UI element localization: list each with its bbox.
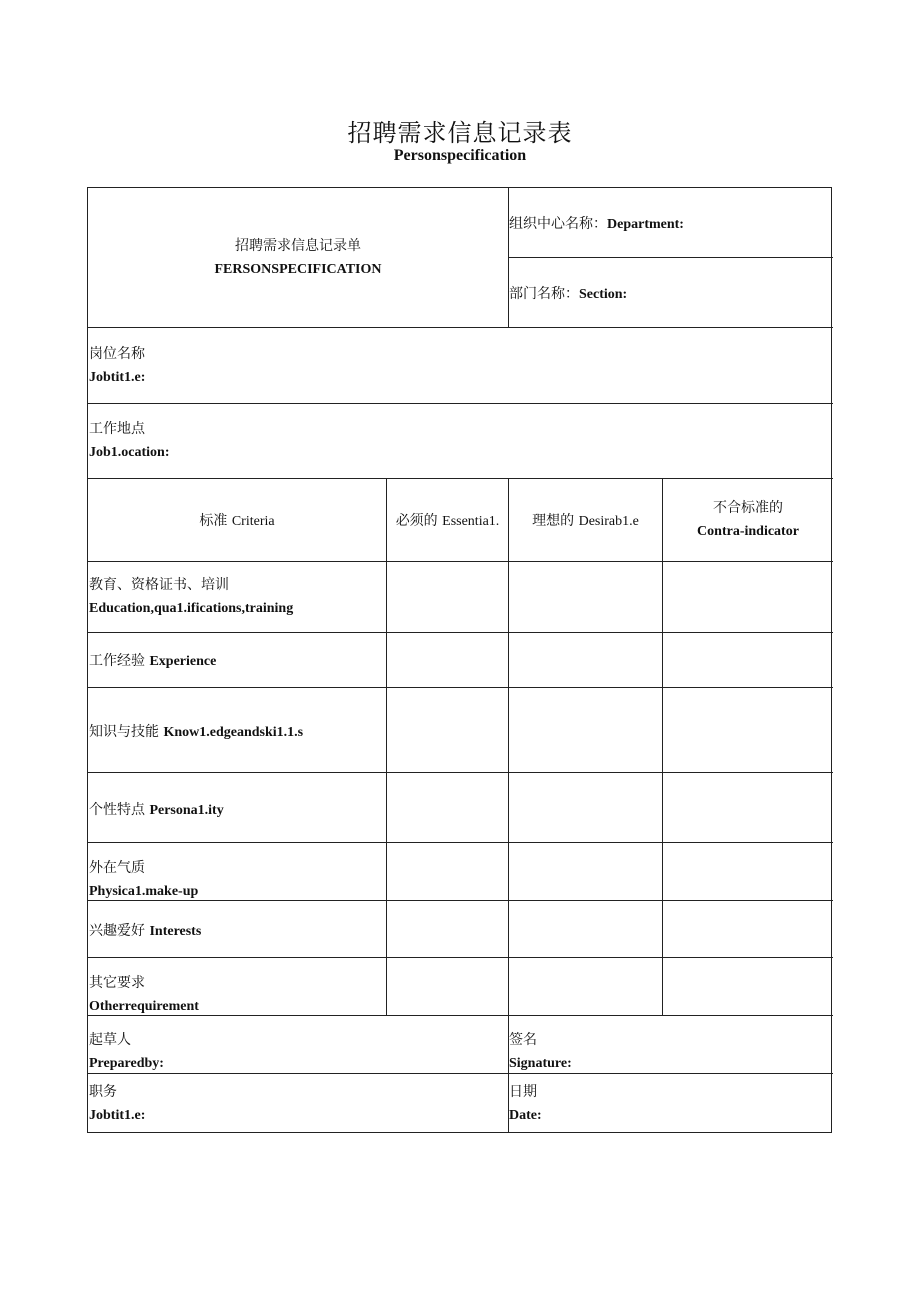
line-row1-bottom: [88, 632, 833, 633]
date-field[interactable]: [509, 1080, 542, 1128]
section-label-zh: 部门名称：: [509, 286, 579, 302]
person-spec-form: [87, 187, 832, 1133]
col-criteria-zh: 标准: [199, 513, 228, 529]
col-header-essential: [387, 509, 508, 534]
form-name: [88, 234, 508, 282]
criteria-row-education: [89, 573, 293, 621]
criteria-label-en: Persona1.ity: [149, 803, 224, 818]
line-footer-mid: [88, 1073, 833, 1074]
section-field[interactable]: [509, 282, 627, 307]
col-header-criteria: [88, 509, 386, 534]
criteria-label-en: Experience: [149, 654, 217, 669]
department-label-zh: 组织中心名称：: [509, 216, 607, 232]
date-label-en: Date:: [509, 1108, 542, 1123]
position-field[interactable]: [89, 1080, 145, 1128]
line-col2: [508, 478, 509, 1015]
criteria-row-knowledge: [89, 720, 303, 745]
col-header-contra: [663, 496, 833, 544]
department-field[interactable]: [509, 212, 684, 237]
col-contra-en: Contra-indicator: [697, 524, 799, 539]
criteria-row-physical: [89, 856, 198, 904]
position-label-en: Jobtit1.e:: [89, 1108, 146, 1123]
line-row3-bottom: [88, 772, 833, 773]
line-row2-bottom: [88, 687, 833, 688]
col-header-desirable: [509, 509, 662, 534]
position-label-zh: 职务: [89, 1084, 117, 1100]
department-label-en: Department:: [607, 217, 684, 232]
col-essential-zh: 必须的: [395, 513, 438, 529]
line-section-divider: [508, 257, 833, 258]
page-title: 招聘需求信息记录表: [347, 119, 573, 147]
criteria-label-zh: 兴趣爱好: [89, 923, 145, 939]
col-desirable-en: Desirab1.e: [578, 514, 639, 529]
job-location-field[interactable]: [89, 417, 170, 465]
criteria-row-interests: [89, 919, 201, 944]
criteria-label-en: Know1.edgeandski1.1.s: [163, 725, 304, 740]
job-location-label-en: Job1.ocation:: [89, 445, 170, 460]
job-location-label-zh: 工作地点: [89, 421, 145, 437]
prepared-label-en: Preparedby:: [89, 1056, 164, 1071]
section-label-en: Section:: [579, 287, 628, 302]
criteria-label-zh: 工作经验: [89, 653, 145, 669]
job-title-label-zh: 岗位名称: [89, 346, 145, 362]
line-row7-bottom: [88, 1015, 833, 1016]
col-essential-en: Essentia1.: [442, 514, 500, 529]
col-desirable-zh: 理想的: [532, 513, 575, 529]
form-name-en: FERSONSPECIFICATION: [214, 262, 382, 277]
col-criteria-en: Criteria: [231, 514, 275, 529]
line-col3: [662, 478, 663, 1015]
criteria-label-zh: 外在气质: [89, 860, 145, 876]
prepared-by-field[interactable]: [89, 1028, 164, 1076]
criteria-row-personality: [89, 798, 224, 823]
date-label-zh: 日期: [509, 1084, 537, 1100]
criteria-label-en: Interests: [149, 924, 202, 939]
line-col1: [386, 478, 387, 1015]
criteria-row-experience: [89, 649, 216, 674]
line-colhead-bottom: [88, 561, 833, 562]
line-row6-bottom: [88, 957, 833, 958]
criteria-label-zh: 其它要求: [89, 975, 145, 991]
form-name-zh: 招聘需求信息记录单: [235, 238, 361, 254]
criteria-label-en: Otherrequirement: [89, 999, 199, 1014]
signature-field[interactable]: [509, 1028, 572, 1076]
job-title-field[interactable]: [89, 342, 145, 390]
signature-label-en: Signature:: [509, 1056, 572, 1071]
line-location-bottom: [88, 478, 833, 479]
line-row5-bottom: [88, 900, 833, 901]
job-title-label-en: Jobtit1.e:: [89, 370, 146, 385]
criteria-label-zh: 教育、资格证书、培训: [89, 577, 229, 593]
criteria-label-zh: 知识与技能: [89, 724, 159, 740]
criteria-label-en: Education,qua1.ifications,training: [89, 601, 294, 616]
line-row4-bottom: [88, 842, 833, 843]
line-jobtitle-bottom: [88, 403, 833, 404]
line-header-bottom: [88, 327, 833, 328]
page-subtitle: Personspecification: [393, 147, 527, 164]
col-contra-zh: 不合标准的: [713, 500, 783, 516]
criteria-label-en: Physica1.make-up: [89, 884, 199, 899]
signature-label-zh: 签名: [509, 1032, 537, 1048]
criteria-label-zh: 个性特点: [89, 802, 145, 818]
prepared-label-zh: 起草人: [89, 1032, 131, 1048]
criteria-row-other: [89, 971, 199, 1019]
